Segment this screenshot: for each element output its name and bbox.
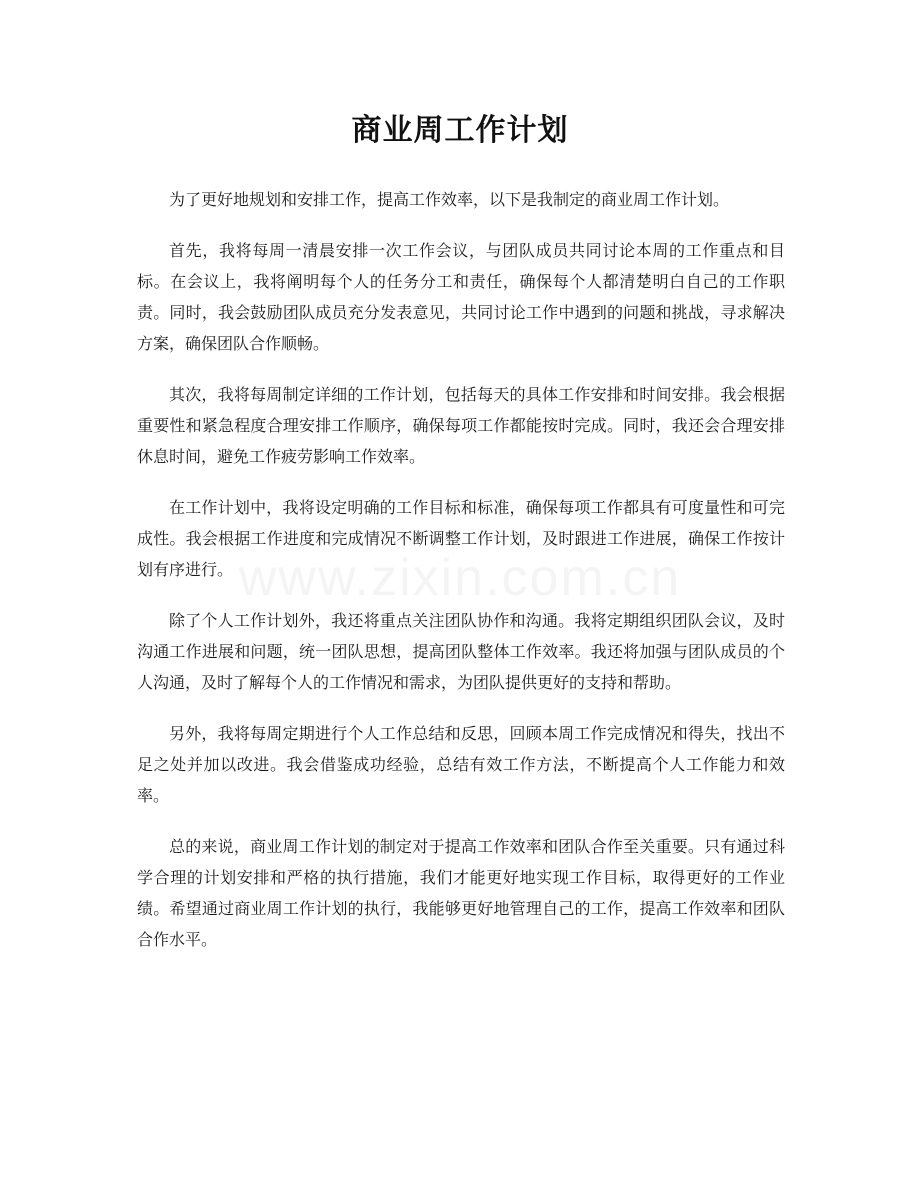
paragraph-conclusion: 总的来说，商业周工作计划的制定对于提高工作效率和团队合作至关重要。只有通过科学合理的计划安排和严格的执行措施，我们才能更好地实现工作目标，取得更好的工作业绩。希望通过商业周工作计划的执行，我能够更好地管理自己的工作，提高工作效率和团队合作水平。 — [137, 837, 785, 949]
paragraph-goals: 在工作计划中，我将设定明确的工作目标和标准，确保每项工作都具有可度量性和可完成性。我会根据工作进度和完成情况不断调整工作计划，及时跟进工作进展，确保工作按计划有序进行。 — [137, 498, 785, 579]
paragraph-weekly-meeting: 首先，我将每周一清晨安排一次工作会议，与团队成员共同讨论本周的工作重点和目标。在会议上，我将阐明每个人的任务分工和责任，确保每个人都清楚明白自己的工作职责。同时，我会鼓励团队成员充分发表意见，共同讨论工作中遇到的问题和挑战，寻求解决方案，确保团队合作顺畅。 — [137, 241, 785, 353]
paragraph-intro: 为了更好地规划和安排工作，提高工作效率，以下是我制定的商业周工作计划。 — [169, 190, 730, 209]
paragraph-reflection: 另外，我将每周定期进行个人工作总结和反思，回顾本周工作完成情况和得失，找出不足之处并加以改进。我会借鉴成功经验，总结有效工作方法，不断提高个人工作能力和效率。 — [137, 724, 785, 805]
page-title: 商业周工作计划 — [351, 113, 569, 148]
paragraph-team-communication: 除了个人工作计划外，我还将重点关注团队协作和沟通。我将定期组织团队会议，及时沟通工作进展和问题，统一团队思想，提高团队整体工作效率。我还将加强与团队成员的个人沟通，及时了解每个人的工作情况和需求，为团队提供更好的支持和帮助。 — [137, 611, 785, 692]
document-body — [137, 184, 785, 975]
paragraph-work-plan: 其次，我将每周制定详细的工作计划，包括每天的具体工作安排和时间安排。我会根据重要性和紧急程度合理安排工作顺序，确保每项工作都能按时完成。同时，我还会合理安排休息时间，避免工作疲劳影响工作效率。 — [137, 385, 785, 466]
